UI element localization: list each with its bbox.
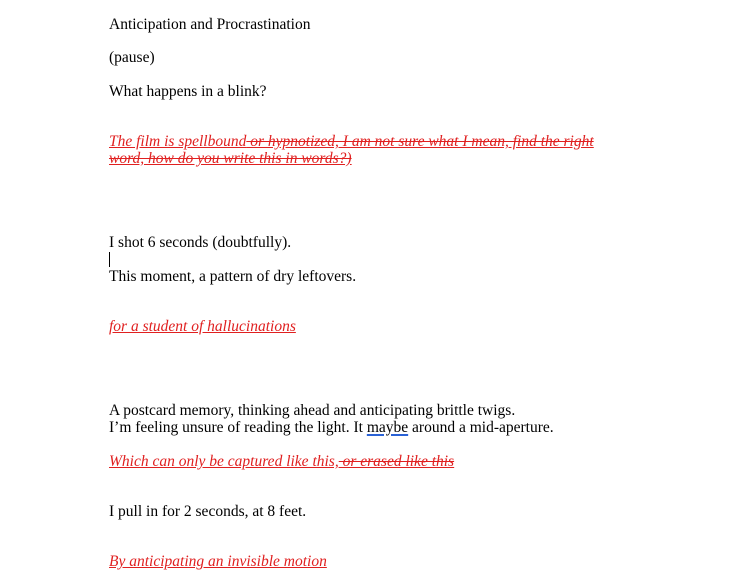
shot-line: I shot 6 seconds (doubtfully). <box>109 234 292 251</box>
comment-note-2: for a student of hallucinations <box>109 318 296 335</box>
document-title: Anticipation and Procrastination <box>109 16 311 33</box>
pull-line: I pull in for 2 seconds, at 8 feet. <box>109 503 307 520</box>
feeling-before: I’m feeling unsure of reading the light. It <box>109 419 367 436</box>
feeling-after: around a mid-aperture. <box>408 419 554 436</box>
text-cursor <box>109 252 110 267</box>
pause-line: (pause) <box>109 49 155 66</box>
postcard-line: A postcard memory, thinking ahead and anticipating brittle twigs. <box>109 402 516 419</box>
comment-note-3-plain: Which can only be captured like this, <box>109 453 339 470</box>
feeling-line <box>109 419 554 436</box>
comment-note-1-line-2 <box>109 150 352 167</box>
comment-note-3 <box>109 453 454 470</box>
question-line: What happens in a blink? <box>109 83 267 100</box>
moment-line: This moment, a pattern of dry leftovers. <box>109 268 357 285</box>
comment-note-1-struck: or hypnotized, I am not sure what I mean, find the right <box>246 133 594 150</box>
comment-note-1-plain: The film is spellbound <box>109 133 247 150</box>
comment-note-3-struck: or erased like this <box>338 453 455 470</box>
comment-note-1-line-1 <box>109 133 594 150</box>
comment-note-4: By anticipating an invisible motion <box>109 553 327 570</box>
misspelled-word[interactable]: maybe <box>366 419 409 436</box>
comment-note-1-struck-2: word, how do you write this in words?) <box>109 150 352 167</box>
